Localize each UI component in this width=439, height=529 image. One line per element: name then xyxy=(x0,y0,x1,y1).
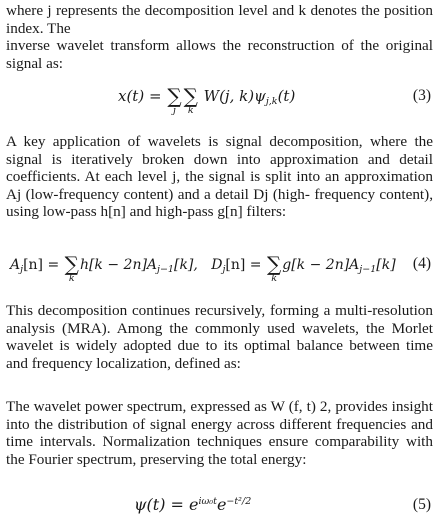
eq5-mid: e xyxy=(216,495,227,514)
summation-symbol: ∑ k xyxy=(64,252,79,284)
eq4-d-lhs: D xyxy=(211,257,223,273)
eq4-a-lhs: A xyxy=(10,257,21,273)
eq4-d-lhs-sub: j xyxy=(222,264,226,275)
eq4-a-term-end: [k], xyxy=(173,257,198,273)
eq4-d-term-end: [k] xyxy=(376,257,396,273)
equation-number-3: (3) xyxy=(412,87,431,104)
summation-symbol: ∑ k xyxy=(266,252,282,284)
paragraph-power-spectrum: The wavelet power spectrum, expressed as W (f, t) 2, provides insight into the distribution of signal energy across different frequencies and time intervals. Normalization techniques ensure comparability with the Fourier spectrum, preserving the total energy: xyxy=(6,398,433,468)
eq4-a-mid: [n] = xyxy=(23,257,60,273)
summation-symbol: ∑ j xyxy=(167,84,182,116)
eq5-exp1: iω₀t xyxy=(198,496,217,507)
eq4-a-term-sub: j−1 xyxy=(157,264,174,275)
eq5-lhs: ψ(t) = e xyxy=(134,495,199,514)
eq3-lhs: x(t) = xyxy=(118,87,162,105)
summation-symbol: ∑ k xyxy=(183,84,198,116)
equation-number-5: (5) xyxy=(412,496,431,513)
eq3-rhs: W(j, k)ψ xyxy=(203,87,266,105)
equation-5-body xyxy=(134,495,251,515)
eq4-a-term: h[k − 2n]A xyxy=(79,257,158,273)
eq4-d-term: g[k − 2n]A xyxy=(282,257,360,273)
paragraph-decomposition: A key application of wavelets is signal decomposition, where the signal is iteratively broken down into approximation and detail coefficients. At each level j, the signal is split into an approximation Aj (low-frequency content) and a detail Dj (high- frequency content), using low-pass h[n] and high-pass g[n] filters: xyxy=(6,133,433,220)
equation-3-body xyxy=(118,84,296,116)
sum-index-k: k xyxy=(68,273,75,284)
equation-4 xyxy=(6,254,433,284)
sum-index-j: j xyxy=(172,105,176,116)
sum-index-k: k xyxy=(187,105,194,116)
sum-index-k: k xyxy=(271,273,277,284)
eq3-rhs-sub: j,k xyxy=(265,96,278,107)
eq4-d-mid: [n] = xyxy=(225,257,262,273)
equation-3 xyxy=(6,86,433,116)
equation-5 xyxy=(6,495,433,525)
eq4-a-lhs-sub: j xyxy=(20,264,24,275)
eq4-d-term-sub: j−1 xyxy=(359,264,377,275)
paragraph-morlet: This decomposition continues recursively, forming a multi-resolution analysis (MRA). Among the commonly used wavelets, the Morlet wavelet is widely adopted due to its optimal balance between time and frequency localization, defined as: xyxy=(6,302,433,372)
equation-number-4: (4) xyxy=(412,255,431,272)
eq3-rhs-end: (t) xyxy=(277,87,296,105)
equation-4-body xyxy=(10,252,396,284)
eq5-exp2: −t²/2 xyxy=(226,496,252,507)
paragraph-inverse-transform: inverse wavelet transform allows the reconstruction of the original signal as: xyxy=(6,37,433,72)
paragraph-intro: where j represents the decomposition level and k denotes the position index. The xyxy=(6,2,433,37)
